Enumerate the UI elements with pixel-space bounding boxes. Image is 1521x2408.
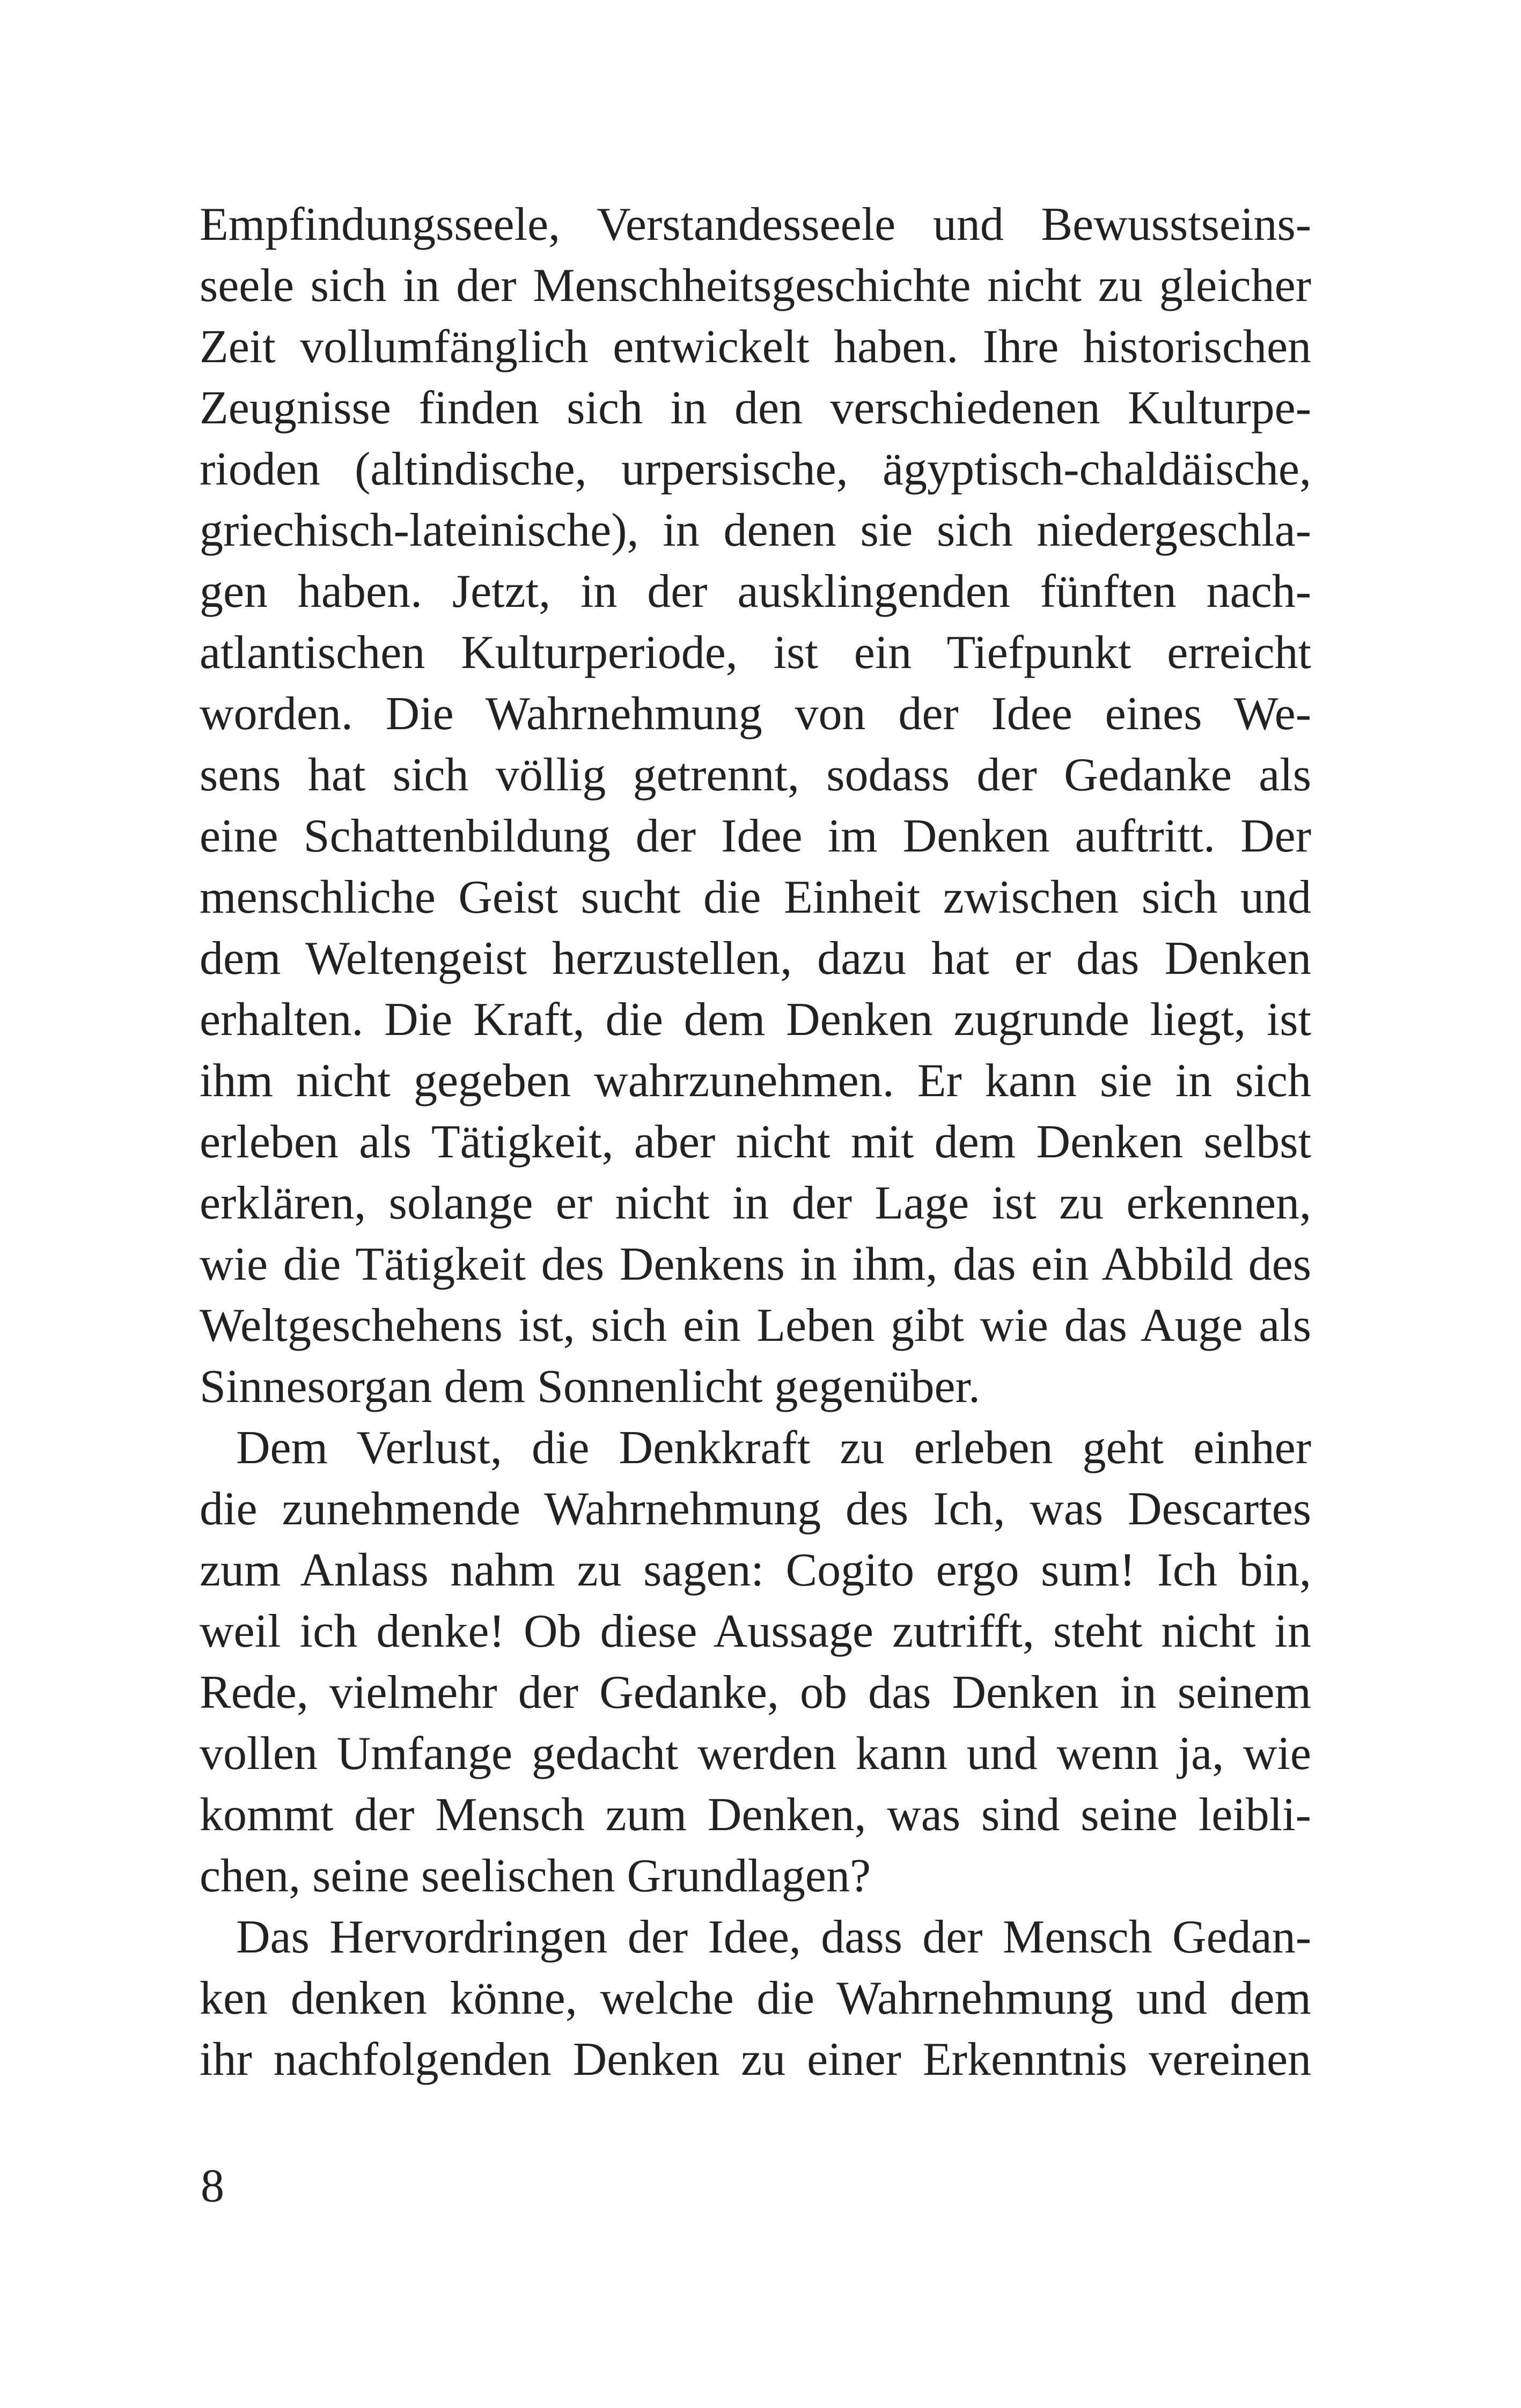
text-line: menschliche Geist sucht die Einheit zwischen sich und (200, 871, 1311, 923)
text-line: kommt der Mensch zum Denken, was sind seine leibli- (200, 1789, 1311, 1841)
text-line: atlantischen Kulturperiode, ist ein Tiefpunkt erreicht (200, 627, 1311, 679)
text-line: vollen Umfange gedacht werden kann und wenn ja, wie (200, 1728, 1311, 1780)
text-line: Weltgeschehens ist, sich ein Leben gibt wie das Auge als (200, 1300, 1311, 1352)
text-line: Rede, vielmehr der Gedanke, ob das Denken in seinem (200, 1666, 1311, 1719)
text-line: erleben als Tätigkeit, aber nicht mit dem Denken selbst (200, 1116, 1311, 1168)
text-line: dem Weltengeist herzustellen, dazu hat er das Denken (200, 933, 1311, 985)
text-line: Empfindungsseele, Verstandesseele und Bewusstseins- (200, 199, 1311, 251)
text-line: seele sich in der Menschheitsgeschichte nicht zu gleicher (200, 260, 1311, 312)
text-line: worden. Die Wahrnehmung von der Idee eines We- (200, 688, 1311, 740)
text-line: gen haben. Jetzt, in der ausklingenden fünften nach- (200, 566, 1311, 618)
text-line: rioden (altindische, urpersische, ägyptisch-chaldäische, (200, 443, 1311, 495)
text-line: Dem Verlust, die Denkkraft zu erleben geht einher (236, 1422, 1311, 1474)
text-line: griechisch-lateinische), in denen sie sich niedergeschla- (200, 504, 1311, 556)
text-line: Zeit vollumfänglich entwickelt haben. Ihre historischen (200, 321, 1311, 373)
text-line: Zeugnisse finden sich in den verschiedenen Kulturpe- (200, 382, 1311, 434)
text-line: ihm nicht gegeben wahrzunehmen. Er kann sie in sich (200, 1055, 1311, 1107)
text-line: zum Anlass nahm zu sagen: Cogito ergo sum! Ich bin, (200, 1544, 1311, 1596)
text-line: eine Schattenbildung der Idee im Denken auftritt. Der (200, 810, 1311, 862)
text-line: weil ich denke! Ob diese Aussage zutrifft, steht nicht in (200, 1605, 1311, 1657)
body-text (200, 194, 1311, 2090)
text-line: wie die Tätigkeit des Denkens in ihm, das ein Abbild des (200, 1238, 1311, 1290)
text-line: die zunehmende Wahrnehmung des Ich, was Descartes (200, 1483, 1311, 1535)
text-line: erklären, solange er nicht in der Lage ist zu erkennen, (200, 1177, 1311, 1229)
text-line: erhalten. Die Kraft, die dem Denken zugrunde liegt, ist (200, 994, 1311, 1046)
page-number: 8 (201, 2160, 224, 2212)
text-line: ken denken könne, welche die Wahrnehmung und dem (200, 1972, 1311, 2024)
text-line: Das Hervordringen der Idee, dass der Mensch Gedan- (236, 1911, 1311, 1963)
text-line: sens hat sich völlig getrennt, sodass der Gedanke als (200, 749, 1311, 801)
text-line: chen, seine seelischen Grundlagen? (200, 1850, 871, 1902)
text-line: Sinnesorgan dem Sonnenlicht gegenüber. (200, 1361, 981, 1413)
text-line: ihr nachfolgenden Denken zu einer Erkenntnis vereinen (200, 2033, 1311, 2086)
